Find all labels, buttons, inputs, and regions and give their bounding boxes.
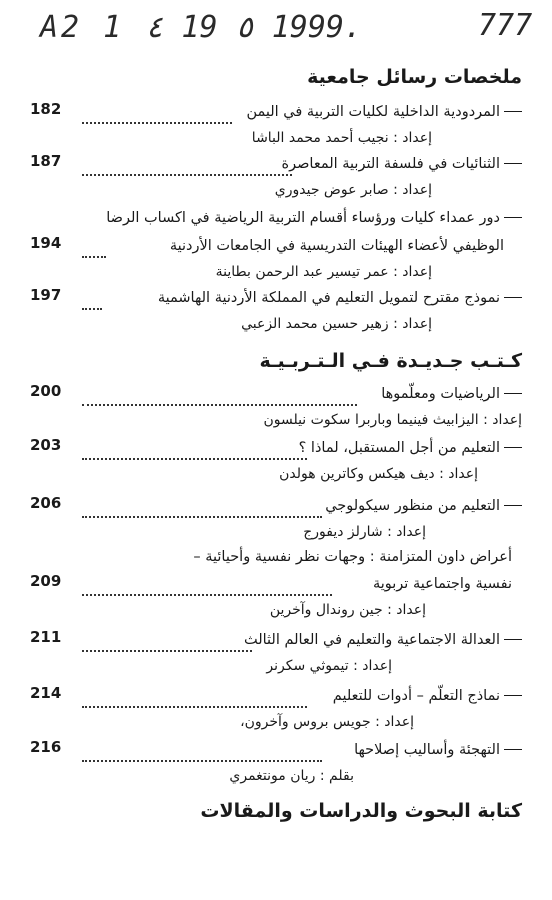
section-heading-new-books: كـتـب جـديـدة فـي الـتـربـيـة <box>259 350 522 372</box>
page-number: 211 <box>30 628 62 646</box>
toc-entry[interactable] <box>30 100 522 128</box>
page-number: 200 <box>30 382 62 400</box>
entry-author: بقلم : ريان مونتغمري <box>229 768 354 784</box>
dot-leader <box>82 576 332 596</box>
page-number: 216 <box>30 738 62 756</box>
entry-title: الثنائيات في فلسفة التربية المعاصرة <box>281 156 500 172</box>
page-number: 214 <box>30 684 62 702</box>
toc-entry[interactable] <box>30 628 522 656</box>
dash-mark <box>504 111 522 112</box>
entry-author: إعداد : جين روندال وآخرين <box>269 602 426 618</box>
dot-leader <box>82 290 102 310</box>
entry-author: إعداد : شارلز ديفورج <box>303 524 426 540</box>
entry-title: التعليم من أجل المستقبل، لماذا ؟ <box>298 440 500 456</box>
dot-leader <box>82 632 252 652</box>
entry-author: إعداد : جويس بروس وآخرون، <box>240 714 414 730</box>
entry-title-line1 <box>106 210 522 226</box>
dash-mark <box>504 505 522 506</box>
dash-mark <box>504 639 522 640</box>
entry-author: إعداد : ديف هيكس وكاترين هولدن <box>279 466 478 482</box>
entry-author: إعداد : نجيب أحمد محمد الباشا <box>251 130 432 146</box>
toc-entry[interactable] <box>30 436 522 464</box>
entry-author: إعداد : زهير حسين محمد الزعبي <box>241 316 432 332</box>
dot-leader <box>82 688 307 708</box>
dash-mark <box>504 393 522 394</box>
dot-leader <box>82 440 307 460</box>
section-heading-theses: ملخصات رسائل جامعية <box>307 66 522 88</box>
page-number: 187 <box>30 152 62 170</box>
toc-entry[interactable] <box>30 684 522 712</box>
dash-mark <box>504 447 522 448</box>
page-number: 203 <box>30 436 62 454</box>
handwritten-note: A2 1 ٤ 19 ٥ 1999. <box>40 10 363 45</box>
handwritten-number: 777 <box>478 8 533 43</box>
page-number: 194 <box>30 234 62 252</box>
entry-title: العدالة الاجتماعية والتعليم في العالم الثالث <box>243 632 500 648</box>
toc-entry[interactable] <box>30 738 522 766</box>
dot-leader <box>82 104 232 124</box>
entry-title: التعليم من منظور سيكولوجي <box>325 498 500 514</box>
dash-mark <box>504 163 522 164</box>
page-number: 206 <box>30 494 62 512</box>
dot-leader <box>82 386 357 406</box>
entry-author: إعداد : تيموثي سكرنر <box>266 658 392 674</box>
entry-title: المردودية الداخلية لكليات التربية في اليمن <box>246 104 500 120</box>
toc-entry[interactable] <box>30 572 512 600</box>
toc-entry[interactable] <box>30 494 522 522</box>
toc-entry[interactable] <box>30 234 504 262</box>
entry-author: إعداد : عمر تيسير عبد الرحمن بطاينة <box>215 264 432 280</box>
toc-entry[interactable] <box>30 382 522 410</box>
toc-entry[interactable] <box>30 286 522 314</box>
dash-mark <box>504 297 522 298</box>
entry-author: إعداد : اليزابيث فينيما وباربرا سكوت نيلسون <box>263 412 522 428</box>
dash-mark <box>504 217 522 218</box>
dot-leader <box>82 498 322 518</box>
section-heading-writing: كتابة البحوث والدراسات والمقالات <box>200 800 522 822</box>
page-number: 197 <box>30 286 62 304</box>
entry-title: نماذج التعلّم – أدوات للتعليم <box>332 688 500 704</box>
dot-leader <box>82 742 322 762</box>
page-number: 209 <box>30 572 62 590</box>
entry-title: نموذج مقترح لتمويل التعليم في المملكة الأردنية الهاشمية <box>157 290 500 306</box>
dot-leader <box>82 238 106 258</box>
entry-title: نفسية واجتماعية تربوية <box>372 576 512 592</box>
page-number: 182 <box>30 100 62 118</box>
entry-title: الرياضيات ومعلّموها <box>381 386 500 402</box>
entry-title: الوظيفي لأعضاء الهيئات التدريسية في الجامعات الأردنية <box>169 238 504 254</box>
entry-title-line1: أعراض داون المتزامنة : وجهات نظر نفسية وأحيائية – <box>193 549 512 565</box>
entry-title-part: دور عمداء كليات ورؤساء أقسام التربية الرياضية في اكساب الرضا <box>106 210 500 226</box>
dot-leader <box>82 156 292 176</box>
dash-mark <box>504 695 522 696</box>
entry-author: إعداد : صابر عوض جيدوري <box>274 182 432 198</box>
dash-mark <box>504 749 522 750</box>
entry-title: التهجئة وأساليب إصلاحها <box>354 742 500 758</box>
toc-entry[interactable] <box>30 152 522 180</box>
